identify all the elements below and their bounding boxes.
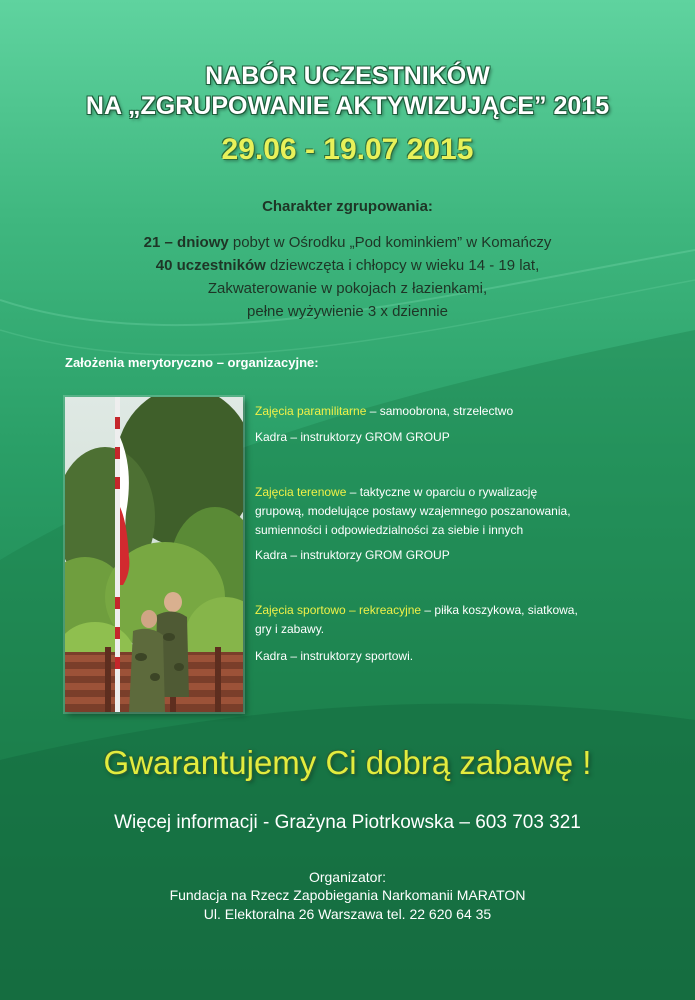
activity-sport-text-1: – piłka koszykowa, siatkowa,	[421, 603, 578, 617]
activity-paramilitary-staff: Kadra – instruktorzy GROM GROUP	[255, 430, 450, 444]
activity-sport-highlight: Zajęcia sportowo – rekreacyjne	[255, 603, 422, 617]
duration-text: pobyt w Ośrodku „Pod kominkiem” w Komańczy	[228, 234, 552, 251]
activity-paramilitary-highlight: Zajęcia paramilitarne	[255, 404, 367, 418]
assumptions-title: Założenia merytoryczno – organizacyjne:	[65, 355, 319, 370]
more-info-contact: Więcej informacji - Grażyna Piotrkowska – 603 703 321	[114, 812, 581, 833]
activity-field-highlight: Zajęcia terenowe	[255, 485, 347, 499]
activity-sport-text-2: gry i zabawy.	[255, 622, 325, 636]
guarantee-slogan: Gwarantujemy Ci dobrą zabawę !	[103, 744, 592, 781]
character-line-4: pełne wyżywienie 3 x dziennie	[247, 303, 448, 320]
activity-sport-staff: Kadra – instruktorzy sportowi.	[255, 649, 414, 663]
character-line-2	[0, 255, 695, 276]
event-dates: 29.06 - 19.07 2015	[221, 133, 474, 166]
participants-bold: 40 uczestników	[155, 257, 266, 274]
activity-sport	[255, 601, 675, 639]
title-line-1: NABÓR UCZESTNIKÓW	[205, 62, 490, 90]
organizer-address: Ul. Elektoralna 26 Warszawa tel. 22 620 64 35	[203, 906, 492, 922]
character-line-3: Zakwaterowanie w pokojach z łazienkami,	[207, 280, 488, 297]
activity-field-text-3: sumienności i odpowiedzialności za siebie i innych	[255, 523, 524, 537]
organizer-label: Organizator:	[308, 869, 387, 885]
flag-raising-photo	[65, 397, 243, 712]
title-line-2: NA „ZGRUPOWANIE AKTYWIZUJĄCE” 2015	[85, 92, 610, 120]
activity-field	[255, 483, 675, 540]
duration-bold: 21 – dniowy	[143, 234, 229, 251]
activity-paramilitary	[255, 402, 655, 421]
activity-paramilitary-text: – samoobrona, strzelectwo	[366, 404, 514, 418]
character-title: Charakter zgrupowania:	[262, 198, 433, 215]
organizer-name: Fundacja na Rzecz Zapobiegania Narkomanii MARATON	[169, 887, 526, 903]
participants-text: dziewczęta i chłopcy w wieku 14 - 19 lat,	[265, 257, 540, 274]
activity-field-text-2: grupową, modelujące postawy wzajemnego poszanowania,	[255, 504, 571, 518]
activity-field-staff: Kadra – instruktorzy GROM GROUP	[255, 548, 450, 562]
activity-field-text-1: – taktyczne w oparciu o rywalizację	[346, 485, 538, 499]
character-line-1	[0, 232, 695, 253]
